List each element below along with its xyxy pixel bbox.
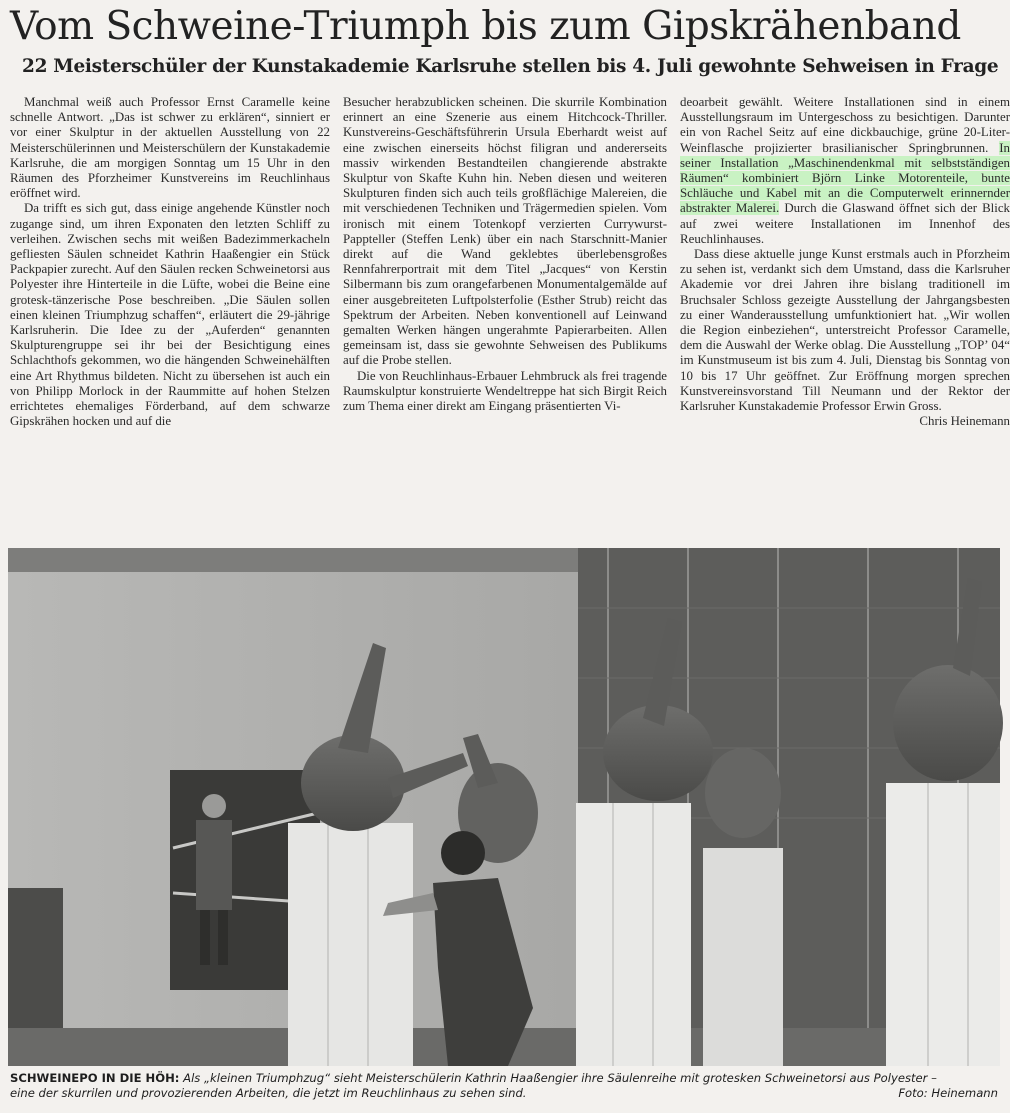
- paragraph: Besucher herabzublicken scheinen. Die skurrile Kombination erinnert an eine Szenerie aus einem Hitchcock-Thriller. Kunstvereins-Geschäftsführerin Ursula Eberhardt weist auf eine zwischen einerseits höchst filigran und andererseits massiv wirkenden Bestandteilen changierende abstrakte Skulptur von Skafte Kuhn hin. Neben diesen und weiteren Skulpturen finden sich auch teils großflächige Malereien, die mit verschiedenen Techniken und Trägermedien spielen. Vom ironisch mit einem Totenkopf verzierten Currywurst-Pappteller (Steffen Lenk) über ein nach Starschnitt-Manier direkt auf die Wand geklebtes überlebensgroßes Rennfahrerportrait mit dem Titel „Jacques“ von Kerstin Silbermann bis zum orangefarbenen Monumentalgemälde auf einer ausgebreiteten Luftpolsterfolie (Esther Strub) reicht das Spektrum der Arbeiten. Neben konventionell auf Leinwand gemalten Werken hängen ungerahmte Papierarbeiten. Allen gemeinsam ist, dass sie gewohnte Sehweisen des Publikums auf die Probe stellen.: [343, 95, 667, 368]
- highlighted-passage: In seiner Installation „Maschinendenkmal mit selbstständigen Räumen“ kombiniert Björn Linke Motorenteile, bunte Schläuche und Kabel mit an die Computerwelt erinnernder abstrakter Malerei.: [680, 140, 1010, 216]
- article-column-1: [10, 95, 330, 530]
- author-byline: Chris Heinemann: [919, 414, 1010, 429]
- caption-text: Als „kleinen Triumphzug“ sieht Meisterschülerin Kathrin Haaßengier ihre Säulenreihe mit grotesken Schweinetorsi aus Polyester –: [179, 1071, 937, 1085]
- text-run: deoarbeit gewählt. Weitere Installationen sind in einem Ausstellungsraum im Untergeschoss zu besichtigen. Darunter ein von Rachel Seitz auf eine dickbauchige, grüne 20-Liter-Weinflasche projizierter brasilianischer Springbrunnen.: [680, 95, 1010, 155]
- text-run: Dass diese aktuelle junge Kunst erstmals auch in Pforzheim zu sehen ist, verdankt sich dem Umstand, dass die Karlsruher Akademie vor drei Jahren ihre bislang traditionell im Bruchsaler Schloss gezeigte Ausstellung der Jahrgangsbesten zu einer Wanderausstellung umfunktioniert hat. „Wir wollen die Region einbeziehen“, unterstreicht Professor Caramelle, dem die Auswahl der Werke oblag. Die Ausstellung „TOP’ 04“ im Kunstmuseum ist bis zum 4. Juli, Dienstag bis Sonntag von 10 bis 17 Uhr geöffnet. Zur Eröffnung morgen sprechen Kunstvereinsvorstand Till Neumann und der Rektor der Karlsruher Kunstakademie Professor Erwin Gross.: [680, 247, 1010, 414]
- caption-text: eine der skurrilen und provozierenden Arbeiten, die jetzt im Reuchlinhaus zu sehen sind.: [10, 1086, 527, 1100]
- paragraph: Da trifft es sich gut, dass einige angehende Künstler noch zugange sind, um ihren Exponaten den letzten Schliff zu verleihen. Zwischen sechs mit weißen Badezimmerkacheln gefliesten Säulen schneidet Kathrin Haaßengier ein Stück Packpapier zurecht. Auf den Säulen recken Schweinetorsi aus Polyester ihre Hinterteile in die Lüfte, wobei die Beine eine grotesk-tänzerische Pose beschreiben. „Die Säulen sollen einen kleinen Triumphzug schaffen“, erläutert die 29-jährige Karlsruherin. Die Idee zu der „Auferden“ genannten Skulpturengruppe sei ihr bei der Besichtigung eines Schlachthofs gekommen, wo die hängenden Schweinehälften eine Art Rhythmus bildeten. Nicht zu übersehen ist auch ein von Philipp Morlock in der Raummitte auf hohen Stelzen errichtetes ehemaliges Förderband, auf dem schwarze Gipskrähen hocken und auf die: [10, 201, 330, 429]
- exhibition-photo: [8, 548, 1000, 1066]
- photo-illustration: [8, 548, 1000, 1066]
- photo-credit: Foto: Heinemann: [898, 1086, 998, 1100]
- photo-caption: [10, 1071, 1000, 1101]
- paragraph: [680, 247, 1010, 429]
- caption-kicker: SCHWEINEPO IN DIE HÖH:: [10, 1071, 180, 1085]
- subheadline: 22 Meisterschüler der Kunstakademie Karlsruhe stellen bis 4. Juli gewohnte Sehweisen in Frage: [22, 56, 999, 77]
- article-column-3: [680, 95, 1010, 530]
- paragraph: [680, 95, 1010, 247]
- article-column-2: [343, 95, 667, 530]
- paragraph: Die von Reuchlinhaus-Erbauer Lehmbruck als frei tragende Raumskulptur konstruierte Wendeltreppe hat sich Birgit Reich zum Thema einer direkt am Eingang präsentierten Vi-: [343, 368, 667, 414]
- paragraph: Manchmal weiß auch Professor Ernst Caramelle keine schnelle Antwort. „Das ist schwer zu erklären“, sinniert er vor einer Skulptur in der aktuellen Ausstellung von 22 Meisterschülerinnen und Meisterschülern der Kunstakademie Karlsruhe, die am morgigen Sonntag um 15 Uhr in den Räumen des Pforzheimer Kunstvereins im Reuchlinhaus eröffnet wird.: [10, 95, 330, 201]
- headline: Vom Schweine-Triumph bis zum Gipskrähenband: [10, 4, 961, 49]
- text-run: Durch die Glaswand öffnet sich der Blick auf zwei weitere Installationen im Innenhof des Reuchlinhauses.: [680, 201, 1010, 246]
